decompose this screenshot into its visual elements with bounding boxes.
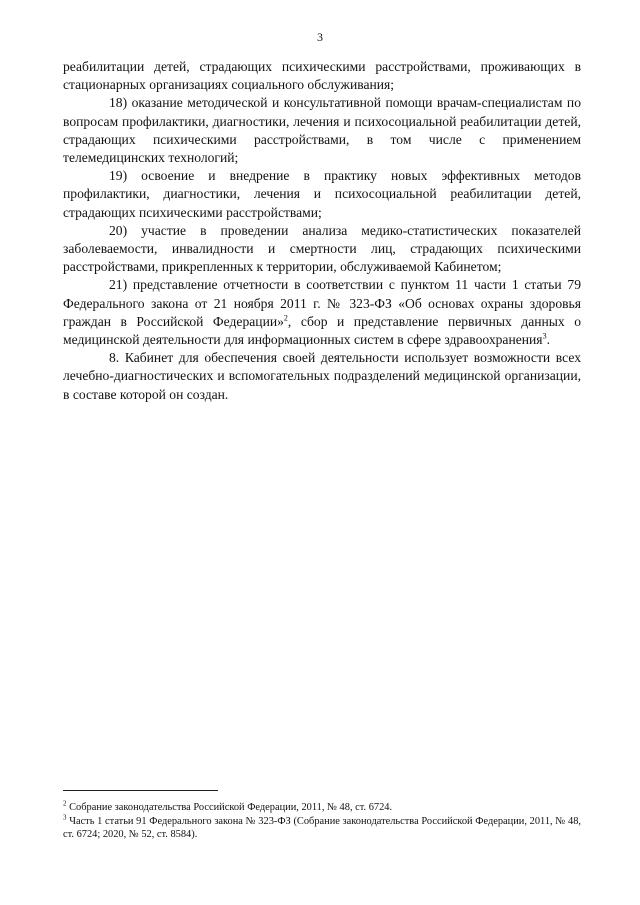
footnotes [63,790,581,842]
page-number: 3 [317,30,323,44]
footnote-3 [63,815,581,842]
paragraph-item-19: 19) освоение и внедрение в практику новых эффективных методов профилактики, диагностики, лечения и психосоциальной реабилитации детей, страдающих психическими расстройствами; [63,168,581,220]
body-text [63,58,581,404]
paragraph-item-21-text-a: 21) представление отчетности в соответствии с пунктом 11 части 1 статьи 79 Федерального закона от 21 ноября 2011 г. № 323-ФЗ «Об основах охраны здоровья граждан в Российской Федерации» [63,277,581,329]
footnote-divider [63,790,218,791]
paragraph-item-21-text-b: , сбор и представление первичных данных о медицинской деятельности для информационных систем в сфере здравоохранения [63,313,582,348]
paragraph-item-21-end: . [546,332,550,348]
paragraph-item-18: 18) оказание методической и консультативной помощи врачам-специалистам по вопросам профилактики, диагностики, лечения и психосоциальной реабилитации детей, страдающих психическими расстройствами, в том числе с применением телемедицинских технологий; [63,95,581,166]
paragraph-continuation: реабилитации детей, страдающих психическими расстройствами, проживающих в стационарных организациях социального обслуживания; [63,59,581,93]
footnote-2-text: Собрание законодательства Российской Федерации, 2011, № 48, ст. 6724. [69,802,393,813]
paragraph-item-20: 20) участие в проведении анализа медико-статистических показателей заболеваемости, инвалидности и смертности лиц, страдающих психическими расстройствами, прикрепленных к территории, обслуживаемой Кабинетом; [63,222,581,275]
footnote-ref-3: 3 [542,331,547,341]
paragraph-section-8: 8. Кабинет для обеспечения своей деятельности использует возможности всех лечебно-диагностических и вспомогательных подразделений медицинской организации, в составе которой он создан. [63,350,581,402]
footnote-mark-2: 2 [63,799,67,808]
footnote-3-text: Часть 1 статьи 91 Федерального закона № 323-ФЗ (Собрание законодательства Российской Федерации, 2011, № 48, ст. 6724; 2020, № 52, ст. 8584). [63,815,581,840]
paragraph-item-21 [63,276,581,349]
footnote-mark-3: 3 [63,813,67,822]
footnote-ref-2: 2 [283,313,288,323]
footnote-2 [63,801,581,815]
